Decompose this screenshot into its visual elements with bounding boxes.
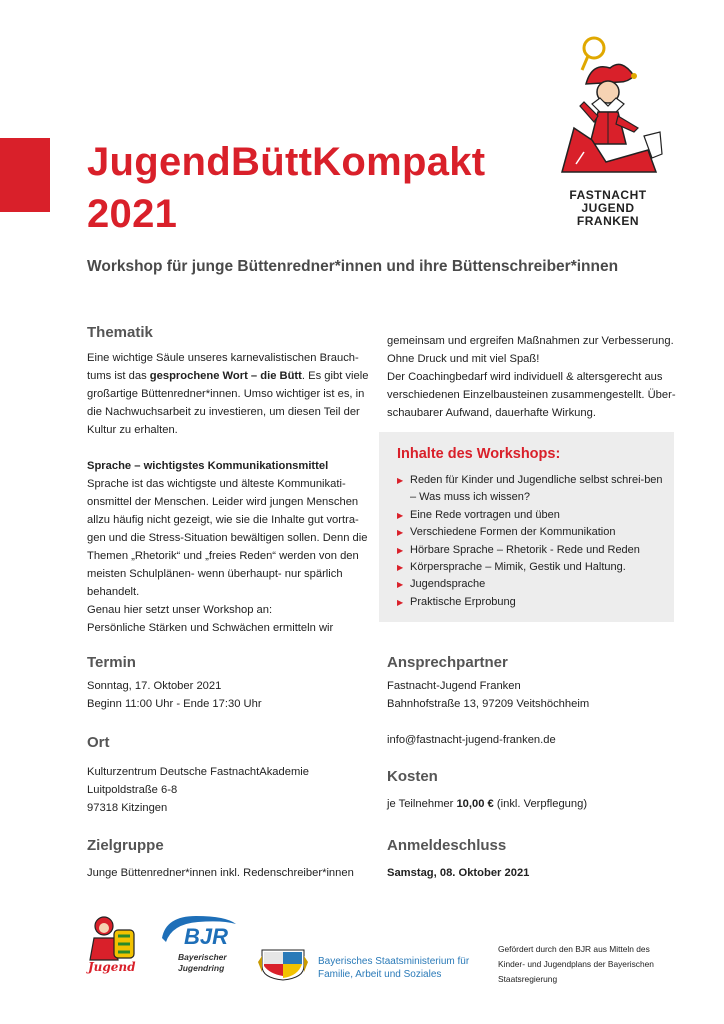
workshop-contents-box <box>379 432 674 622</box>
ort-city: 97318 Kitzingen <box>87 802 168 814</box>
logo-line-2: JUGEND <box>581 201 635 215</box>
zielgruppe-heading: Zielgruppe <box>87 837 164 854</box>
kosten-text <box>387 795 677 813</box>
thematik-section <box>87 324 372 637</box>
workshop-list <box>397 472 667 611</box>
ort-section <box>87 734 372 817</box>
thematik-p1-bold: gesprochene Wort – die Bütt <box>149 370 302 382</box>
ort-heading: Ort <box>87 734 110 751</box>
ort-venue: Kulturzentrum Deutsche FastnachtAkademie <box>87 766 309 778</box>
anmeldeschluss-date: Samstag, 08. Oktober 2021 <box>387 867 530 879</box>
kosten-suffix: (inkl. Verpflegung) <box>493 798 588 810</box>
bjr-name-line-1: Bayerischer <box>178 952 227 962</box>
bavarian-coat-of-arms <box>258 948 308 982</box>
logo-line-3: FRANKEN <box>576 214 640 228</box>
bjr-logo <box>156 912 240 982</box>
jugend-jester-icon <box>84 912 140 964</box>
funding-line-1: Gefördert durch den BJR aus Mitteln des <box>498 944 650 954</box>
contact-address: Bahnhofstraße 13, 97209 Veitshöchheim <box>387 698 590 710</box>
kosten-heading: Kosten <box>387 768 438 785</box>
workshop-item: ▶ Reden für Kinder und Jugendliche selbst schrei-ben – Was muss ich wissen? <box>397 472 667 507</box>
jugend-logo <box>84 912 140 978</box>
thematik-p1-text-after: . Es gibt viele großartige Büttenredner*innen. Umso wichtiger ist es, in die Nachwuchsarbeit zu investieren, um diesen Teil der Kultur zu erhalten. <box>87 370 369 436</box>
thematik-paragraph-2: Sprache ist das wichtigste und älteste Kommunikati-onsmittel der Menschen. Leider wird jungen Menschen allzu häufig nicht gezeigt, wie sie die Inhalte gut vortra-gen und die Stress-Situation bewältigen sollen. Denn die Themen „Rhetorik“ und „freies Reden“ werden von den meisten Schulplänen- wenn überhaupt- nur spärlich behandelt. <box>87 478 368 598</box>
thematik-paragraph-3: Genau hier setzt unser Workshop an: <box>87 604 273 616</box>
contact-email-link[interactable]: info@fastnacht-jugend-franken.de <box>387 734 556 746</box>
workshop-item: ▶ Verschiedene Formen der Kommunikation <box>397 524 667 541</box>
contact-name: Fastnacht-Jugend Franken <box>387 680 521 692</box>
thematik-heading: Thematik <box>87 324 153 341</box>
thematik-continued <box>387 332 677 422</box>
jugend-logo-text: Jugend <box>88 960 136 974</box>
thematik-p1-text: Eine wichtige Säule unseres karnevalistischen Brauch-tums ist das <box>87 352 359 382</box>
anmeldeschluss-heading: Anmeldeschluss <box>387 837 507 854</box>
logo-line-1: FASTNACHT <box>569 188 647 202</box>
workshop-item: ▶ Jugendsprache <box>397 576 667 593</box>
funding-line-2: Kinder- und Jugendplans der Bayerischen <box>498 959 654 969</box>
zielgruppe-section <box>87 837 377 882</box>
jester-mascot-icon <box>548 32 668 182</box>
page-subtitle: Workshop für junge Büttenredner*innen und ihre Büttenschreiber*innen <box>87 258 619 275</box>
ansprechpartner-section <box>387 654 677 749</box>
workshop-item: ▶ Praktische Erprobung <box>397 594 667 611</box>
workshop-item: ▶ Hörbare Sprache – Rhetorik - Rede und Reden <box>397 542 667 559</box>
termin-date: Sonntag, 17. Oktober 2021 <box>87 680 222 692</box>
workshop-item: ▶ Eine Rede vortragen und üben <box>397 507 667 524</box>
bjr-name-line-2: Jugendring <box>178 963 225 973</box>
bjr-letters: BJR <box>184 924 229 949</box>
ort-street: Luitpoldstraße 6-8 <box>87 784 178 796</box>
ministry-line-1: Bayerisches Staatsministerium für <box>318 956 470 967</box>
ansprechpartner-heading: Ansprechpartner <box>387 654 508 671</box>
page-title <box>87 136 485 240</box>
sprache-subheading: Sprache – wichtigstes Kommunikationsmittel <box>87 460 329 472</box>
anmeldeschluss-section <box>387 837 677 882</box>
kosten-section <box>387 768 677 813</box>
title-line-2: 2021 <box>87 192 178 236</box>
kosten-prefix: je Teilnehmer <box>387 798 457 810</box>
red-accent-bar <box>0 138 50 212</box>
funding-note <box>498 942 698 987</box>
thematik-paragraph-6: Der Coachingbedarf wird individuell & altersgerecht aus verschiedenen Einzelbausteinen zusammengestellt. Über-schaubarer Aufwand, dauerhafte Wirkung. <box>387 371 676 419</box>
title-line-1: JugendBüttKompakt <box>87 140 486 184</box>
kosten-price: 10,00 € <box>456 798 494 810</box>
thematik-paragraph-4: Persönliche Stärken und Schwächen ermitteln wir <box>87 622 334 634</box>
ministry-line-2: Familie, Arbeit und Soziales <box>318 969 442 980</box>
thematik-paragraph-5: gemeinsam und ergreifen Maßnahmen zur Verbesserung. Ohne Druck und mit viel Spaß! <box>387 335 674 365</box>
termin-section <box>87 654 372 713</box>
workshop-item: ▶ Körpersprache – Mimik, Gestik und Haltung. <box>397 559 667 576</box>
ministry-name <box>318 955 469 981</box>
fastnacht-jugend-franken-logo <box>548 32 668 228</box>
termin-heading: Termin <box>87 654 136 671</box>
thematik-paragraph-1 <box>87 349 372 439</box>
bavarian-coat-of-arms-icon <box>258 948 308 982</box>
workshop-heading: Inhalte des Workshops: <box>397 446 561 462</box>
funding-line-3: Staatsregierung <box>498 974 558 984</box>
termin-time: Beginn 11:00 Uhr - Ende 17:30 Uhr <box>87 698 262 710</box>
zielgruppe-text: Junge Büttenredner*innen inkl. Redenschreiber*innen <box>87 867 354 879</box>
